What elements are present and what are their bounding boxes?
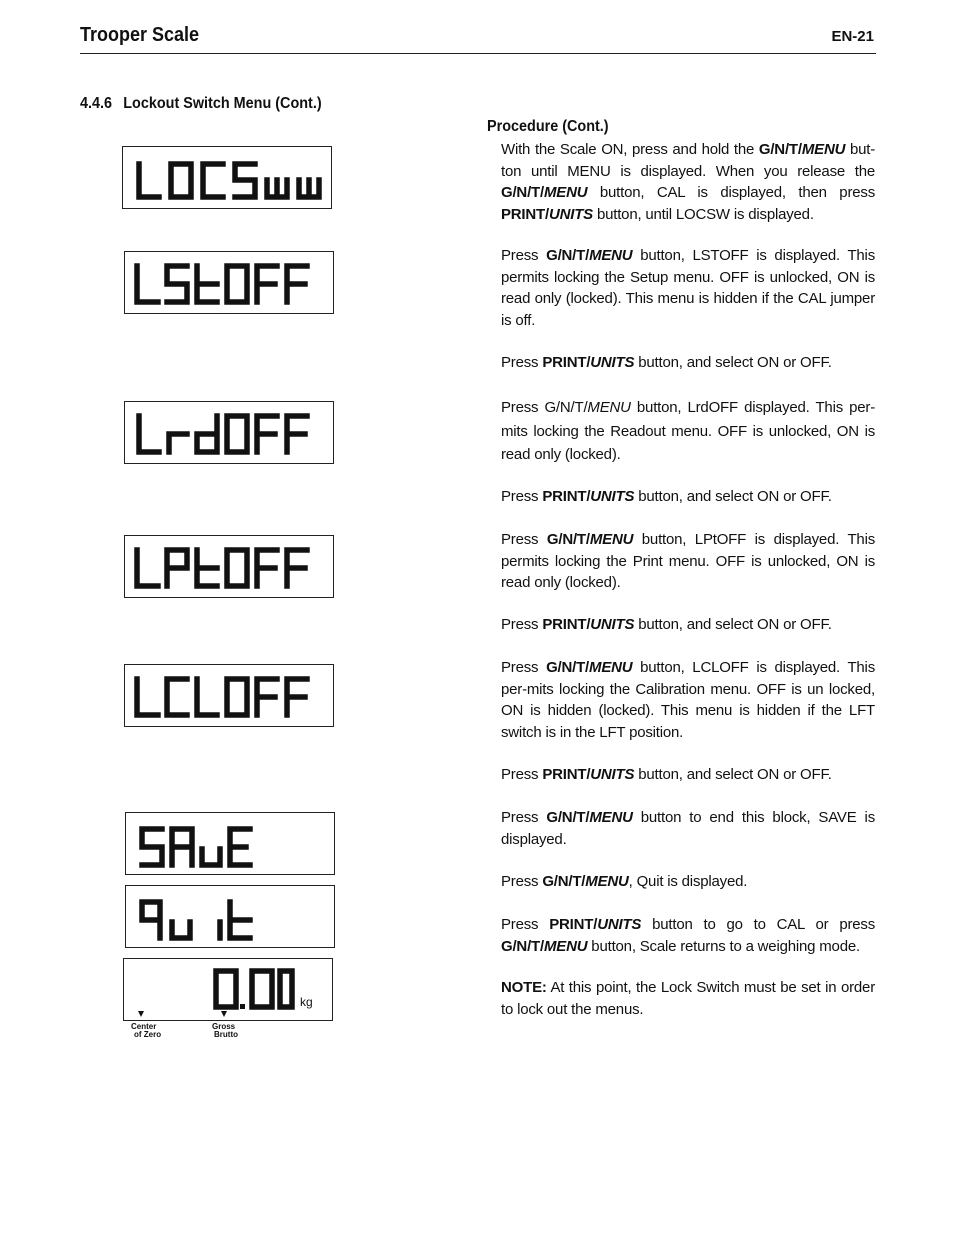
text-bold: G/N/T/	[546, 247, 590, 264]
text-bold-italic: UNITS	[597, 916, 642, 933]
text: Press	[501, 809, 547, 826]
paragraph-3	[501, 352, 875, 374]
text-bold-italic: MENU	[543, 184, 588, 201]
note-label: NOTE:	[501, 979, 547, 996]
decimal-point-icon	[240, 1004, 245, 1009]
text-bold: PRINT/	[549, 916, 598, 933]
lcd-display-lcloff	[124, 664, 334, 727]
text-bold-italic: UNITS	[590, 766, 635, 783]
lcd-digits-locsw	[123, 147, 333, 210]
text-bold-italic: MENU	[585, 873, 629, 890]
text: button to go to CAL or press	[641, 916, 876, 933]
text-bold-italic: UNITS	[590, 354, 635, 371]
text: button, LPtOFF is displayed. This permits locking the Print menu. OFF is unlocked, ON is read only (locked).	[501, 531, 875, 591]
label-brutto: Brutto	[214, 1030, 238, 1039]
paragraph-11	[501, 871, 875, 893]
lcd-digits-quit	[126, 886, 336, 949]
text: button, LCLOFF is displayed. This per-mits locking the Calibration menu. OFF is un locked, ON is hidden (locked). This menu is hidden if the LFT switch is in the LFT position.	[501, 659, 875, 741]
paragraph-6	[501, 529, 875, 594]
text-bold-italic: UNITS	[590, 488, 635, 505]
text-bold: PRINT/	[542, 354, 591, 371]
text-bold-italic: UNITS	[590, 616, 635, 633]
text-bold: PRINT/	[501, 205, 549, 223]
section-number: 4.4.6	[80, 95, 113, 112]
text: With the Scale ON, press and hold the	[501, 141, 759, 158]
lcd-digits-lcloff	[125, 665, 335, 728]
text-bold-italic: MENU	[589, 659, 633, 676]
text: button to end this block, SAVE is displayed.	[501, 809, 875, 848]
lcd-digits-zero	[124, 959, 334, 1022]
text: button, LSTOFF is displayed. This permits locking the Setup menu. OFF is unlocked, ON is read only (locked). This menu is hidden if the CAL jumper is off.	[501, 247, 875, 329]
text: Press	[501, 766, 543, 783]
paragraph-1	[501, 139, 875, 225]
paragraph-9	[501, 764, 875, 786]
gross-indicator-icon	[221, 1011, 227, 1017]
text: button, LrdOFF displayed. This per-mits locking the Readout menu. OFF is unlocked, ON is read only (locked).	[501, 399, 875, 463]
text: Press	[501, 247, 547, 264]
text: button, and select ON or OFF.	[634, 766, 832, 783]
header-rule	[80, 53, 876, 54]
section-heading	[80, 95, 322, 113]
center-of-zero-indicator-icon	[138, 1011, 144, 1017]
lcd-display-lptoff	[124, 535, 334, 598]
text-bold-italic: MENU	[543, 937, 588, 955]
unit-label: kg	[300, 995, 313, 1009]
text-bold: G/N/T/	[546, 809, 590, 826]
text-bold-italic: MENU	[801, 141, 846, 158]
text-bold-italic: MENU	[589, 531, 634, 548]
text-bold: G/N/T/	[501, 184, 544, 201]
text: Press	[501, 531, 547, 548]
text: button, and select ON or OFF.	[634, 354, 832, 371]
lcd-display-save	[125, 812, 335, 875]
lcd-display-lstoff	[124, 251, 334, 314]
text: Press	[501, 916, 550, 933]
lcd-digits-lptoff	[125, 536, 335, 599]
text-bold-italic: MENU	[589, 809, 633, 826]
paragraph-4	[501, 396, 875, 467]
text: At this point, the Lock Switch must be set in order to lock out the menus.	[501, 979, 875, 1018]
text-bold-italic: MENU	[589, 247, 633, 264]
paragraph-2	[501, 245, 875, 331]
text: Press	[501, 659, 547, 676]
lcd-display-zero	[123, 958, 333, 1021]
text: but-ton until MENU is displayed. When you release the	[501, 141, 876, 180]
text-bold: PRINT/	[542, 616, 591, 633]
lcd-digits-lrdoff	[125, 402, 335, 465]
text-italic: MENU	[587, 399, 631, 416]
paragraph-10	[501, 807, 875, 850]
text: button, and select ON or OFF.	[634, 616, 832, 633]
text: button, CAL is displayed, then press	[587, 184, 875, 201]
lcd-digits-save	[126, 813, 336, 876]
label-gross: Gross	[212, 1022, 236, 1031]
lcd-display-quit	[125, 885, 335, 948]
text: Press	[501, 488, 543, 505]
procedure-heading: Procedure (Cont.)	[487, 118, 609, 135]
page-number: EN-21	[831, 28, 874, 45]
page-title: Trooper Scale	[80, 24, 200, 46]
text: Press	[501, 616, 543, 633]
text-bold: G/N/T/	[758, 141, 802, 158]
paragraph-7	[501, 614, 875, 636]
paragraph-12	[501, 914, 875, 957]
text-bold-italic: UNITS	[548, 205, 593, 223]
text-bold: PRINT/	[542, 488, 591, 505]
text-bold: PRINT/	[542, 766, 591, 783]
text: Press G/N/T/	[501, 399, 588, 416]
text: button, and select ON or OFF.	[634, 488, 832, 505]
label-of-zero: of Zero	[134, 1030, 162, 1039]
text-bold: G/N/T/	[501, 937, 544, 955]
lcd-digits-lstoff	[125, 252, 335, 315]
text: , Quit is displayed.	[628, 873, 748, 890]
text-bold: G/N/T/	[542, 873, 586, 890]
lcd-display-lrdoff	[124, 401, 334, 464]
section-title: Lockout Switch Menu (Cont.)	[123, 95, 322, 112]
paragraph-5	[501, 486, 875, 508]
label-center: Center	[131, 1022, 157, 1031]
text-bold: G/N/T/	[546, 531, 590, 548]
paragraph-8	[501, 657, 875, 743]
center-of-zero-label	[131, 1023, 161, 1039]
lcd-display-locsw	[122, 146, 332, 209]
text: Press	[501, 354, 543, 371]
text: Press	[501, 873, 543, 890]
text-bold: G/N/T/	[546, 659, 590, 676]
text: button, until LOCSW is displayed.	[592, 205, 814, 223]
text: button, Scale returns to a weighing mode.	[587, 937, 860, 955]
note-paragraph	[501, 977, 875, 1020]
gross-label	[212, 1023, 238, 1039]
